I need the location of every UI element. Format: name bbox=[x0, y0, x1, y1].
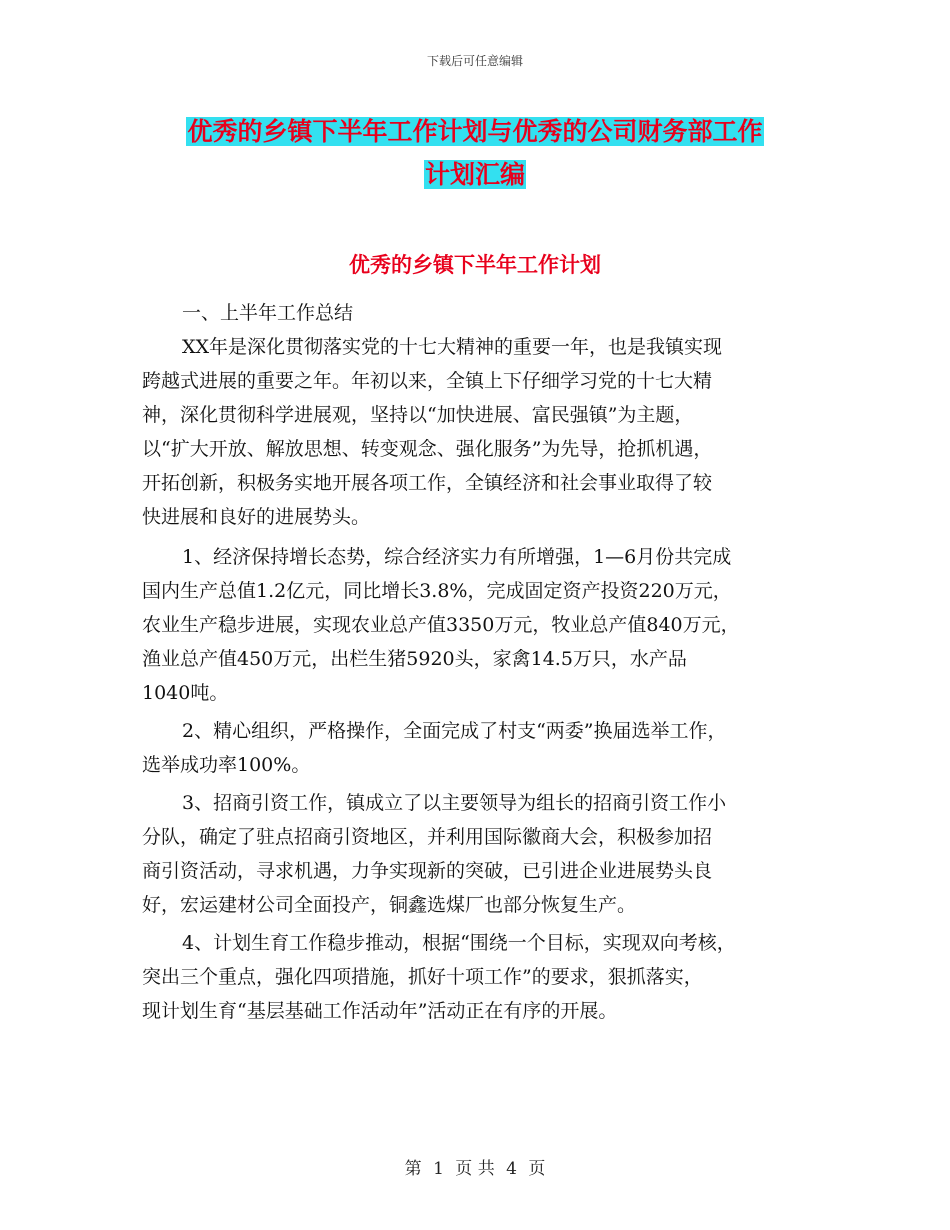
paragraph-line: 以“扩大开放、解放思想、转变观念、强化服务”为先导，抢抓机遇， bbox=[142, 438, 713, 460]
paragraph-line: 4、计划生育工作稳步推动，根据“围绕一个目标，实现双向考核， bbox=[182, 932, 736, 954]
footer-mid: 页 共 bbox=[455, 1159, 495, 1179]
paragraph-line: 突出三个重点，强化四项措施，抓好十项工作”的要求，狠抓落实， bbox=[142, 966, 703, 988]
paragraph-line: 快进展和良好的进展势头。 bbox=[142, 506, 371, 528]
paragraph-line: 分队，确定了驻点招商引资地区，并利用国际徽商大会，积极参加招 bbox=[142, 826, 713, 848]
paragraph-line: 选举成功率100%。 bbox=[142, 754, 311, 776]
document-title bbox=[0, 110, 950, 196]
paragraph-line: 国内生产总值1.2亿元，同比增长3.8%，完成固定资产投资220万元， bbox=[142, 580, 732, 602]
paragraph-line: 农业生产稳步进展，实现农业总产值3350万元，牧业总产值840万元， bbox=[142, 614, 740, 636]
paragraph-line: 商引资活动，寻求机遇，力争实现新的突破，已引进企业进展势头良 bbox=[142, 860, 713, 882]
paragraph-heading: 一、上半年工作总结 bbox=[182, 302, 354, 324]
section-title: 优秀的乡镇下半年工作计划 bbox=[349, 252, 601, 277]
document-title-line-2: 计划汇编 bbox=[424, 160, 525, 189]
paragraph-line: 1040吨。 bbox=[142, 682, 229, 704]
paragraph-line: 2、精心组织，严格操作，全面完成了村支“两委”换届选举工作， bbox=[182, 720, 727, 742]
paragraph-5 bbox=[142, 926, 814, 1028]
paragraph-line: XX年是深化贯彻落实党的十七大精神的重要一年，也是我镇实现 bbox=[182, 336, 723, 358]
footer-page-number: 1 bbox=[433, 1159, 444, 1179]
header-note: 下载后可任意编辑 bbox=[426, 54, 523, 68]
document-title-line-1: 优秀的乡镇下半年工作计划与优秀的公司财务部工作 bbox=[187, 117, 763, 146]
paragraph-line: 3、招商引资工作，镇成立了以主要领导为组长的招商引资工作小 bbox=[182, 792, 727, 814]
page-footer bbox=[0, 1154, 950, 1179]
paragraph-1 bbox=[142, 330, 814, 534]
paragraph-line: 1、经济保持增长态势，综合经济实力有所增强，1—6月份共完成 bbox=[182, 546, 732, 568]
footer-total-pages: 4 bbox=[506, 1159, 517, 1179]
paragraph-line: 神，深化贯彻科学进展观，坚持以“加快进展、富民强镇”为主题， bbox=[142, 404, 694, 426]
paragraph-line: 现计划生育“基层基础工作活动年”活动正在有序的开展。 bbox=[142, 1000, 618, 1022]
paragraph-4 bbox=[142, 786, 814, 922]
footer-suffix: 页 bbox=[528, 1159, 546, 1179]
paragraph-line: 开拓创新，积极务实地开展各项工作，全镇经济和社会事业取得了较 bbox=[142, 472, 713, 494]
document-body bbox=[142, 296, 814, 1028]
paragraph-line: 跨越式进展的重要之年。年初以来，全镇上下仔细学习党的十七大精 bbox=[142, 370, 713, 392]
paragraph-line: 渔业总产值450万元，出栏生猪5920头，家禽14.5万只，水产品 bbox=[142, 648, 687, 670]
paragraph-line: 好，宏运建材公司全面投产，铜鑫选煤厂也部分恢复生产。 bbox=[142, 894, 637, 916]
footer-prefix: 第 bbox=[404, 1159, 422, 1179]
paragraph-3 bbox=[142, 714, 814, 782]
paragraph-2 bbox=[142, 540, 814, 710]
